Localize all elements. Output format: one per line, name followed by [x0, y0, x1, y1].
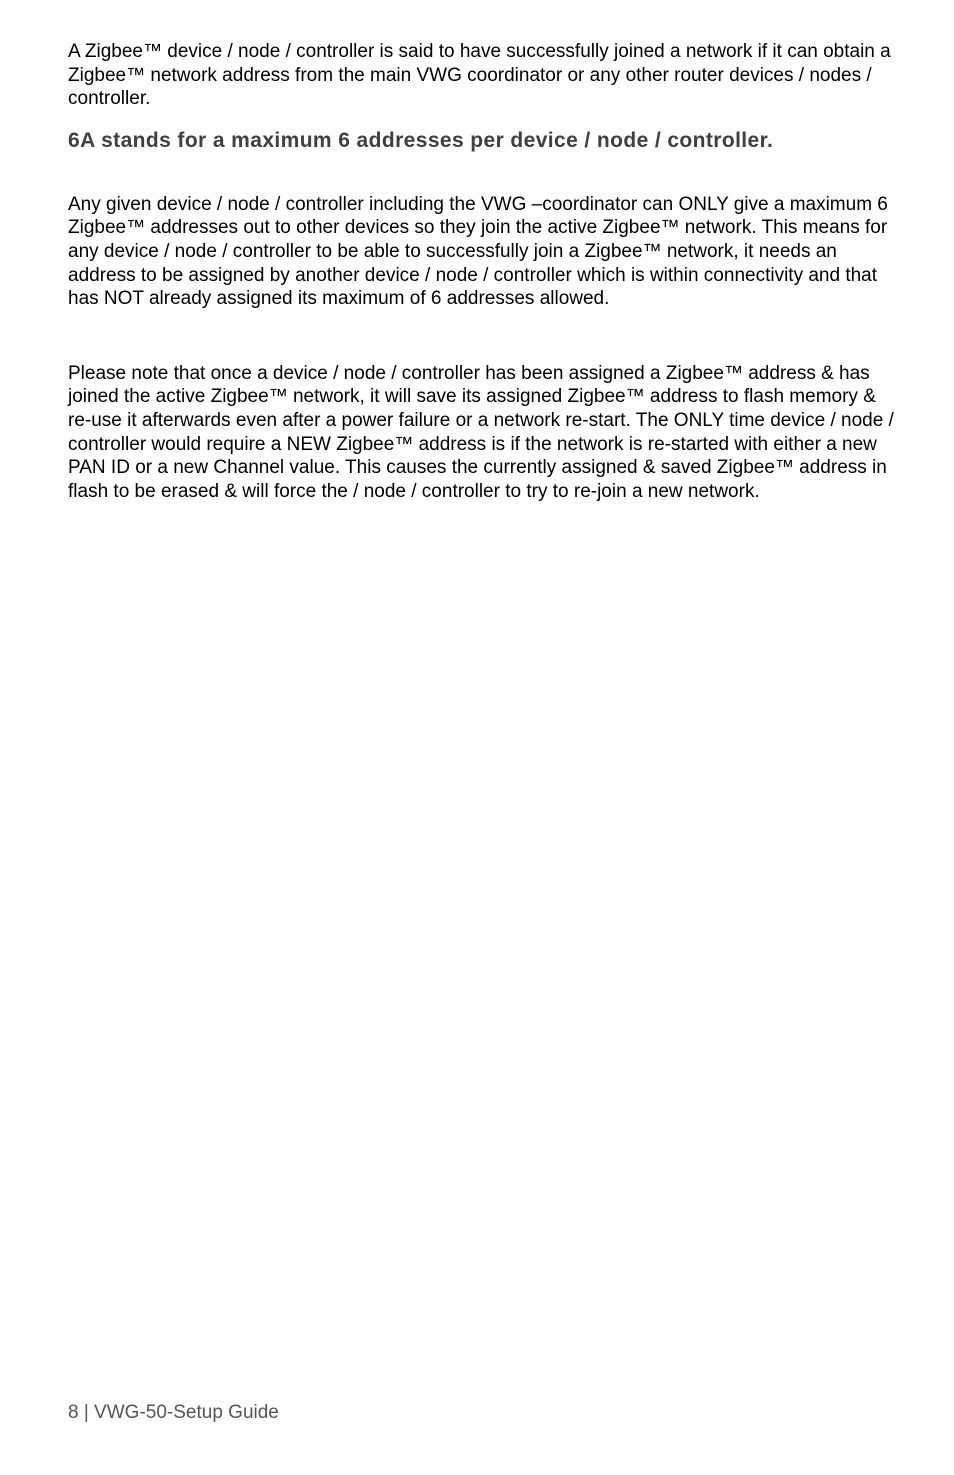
document-page [68, 40, 898, 503]
paragraph-address-limit: Any given device / node / controller including the VWG –coordinator can ONLY give a maximum 6 Zigbee™ addresses out to other devices so they join the active Zigbee™ network. This means for any device / node / controller to be able to successfully join a Zigbee™ network, it needs an address to be assigned by another device / node / controller which is within connectivity and that has NOT already assigned its maximum of 6 addresses allowed. [68, 193, 888, 310]
page-footer: 8 | VWG-50-Setup Guide [68, 1402, 279, 1423]
paragraph-flash-memory-note: Please note that once a device / node / controller has been assigned a Zigbee™ address & has joined the active Zigbee™ network, it will save its assigned Zigbee™ address to flash memory & re-use it afterwards even after a power failure or a network re-start. The ONLY time device / node / controller would require a NEW Zigbee™ address is if the network is re-started with either a new PAN ID or a new Channel value. This causes the currently assigned & saved Zigbee™ address in flash to be erased & will force the / node / controller to try to re-join a new network. [68, 362, 894, 502]
section-heading: 6A stands for a maximum 6 addresses per device / node / controller. [68, 128, 774, 152]
paragraph-zigbee-join: A Zigbee™ device / node / controller is said to have successfully joined a network if it can obtain a Zigbee™ network address from the main VWG coordinator or any other router devices / nodes / controller. [68, 41, 891, 110]
